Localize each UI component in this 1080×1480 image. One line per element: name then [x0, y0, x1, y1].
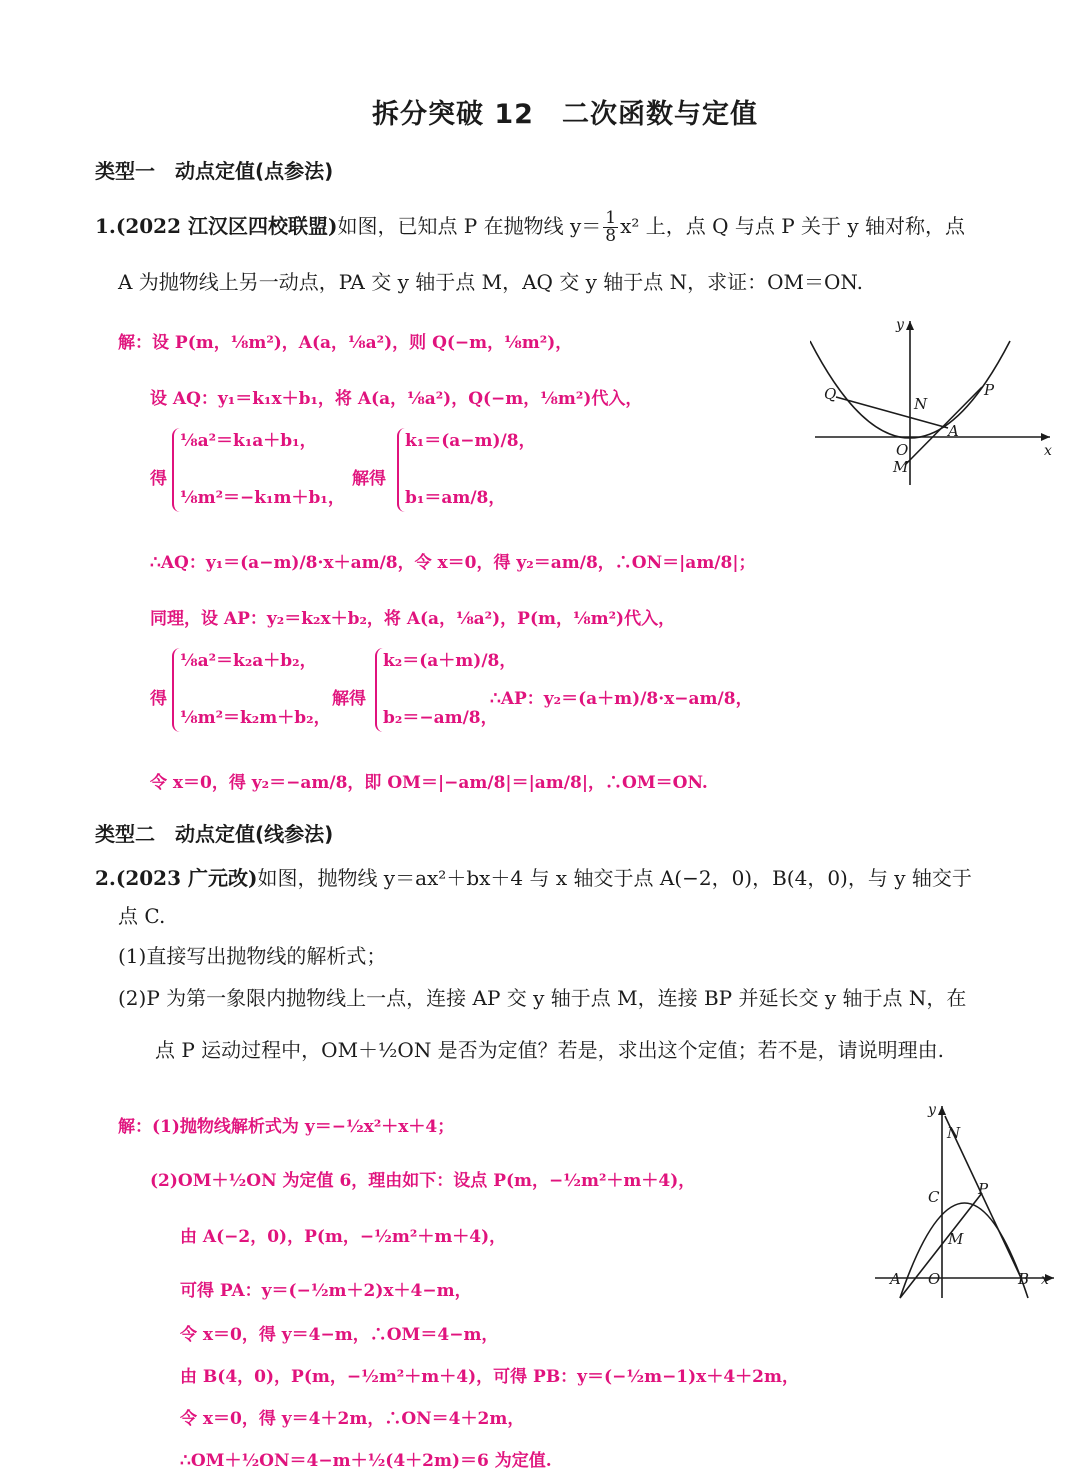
label-x: x: [1041, 1272, 1049, 1288]
brace: [172, 428, 345, 512]
label-c: C: [928, 1188, 940, 1206]
y-axis-arrow-icon: [906, 321, 914, 330]
label-m: M: [948, 1230, 964, 1248]
problem-2-text: 如图，抛物线 y＝ax²＋bx＋4 与 x 轴交于点 A(−2，0)，B(4，0)，与 y 轴交于: [257, 866, 972, 890]
solution-1-system1-prefix: 得: [150, 469, 167, 489]
solution-1-line-5: 令 x＝0，得 y₂＝−am/8，即 OM＝|−am/8|＝|am/8|，∴OM＝ON.: [150, 773, 708, 793]
label-b: B: [1018, 1270, 1030, 1288]
problem-2-source: (2023 广元改): [115, 866, 258, 890]
line-aq: [836, 397, 948, 428]
label-y: y: [928, 1102, 936, 1118]
y-axis-arrow-icon: [938, 1106, 946, 1115]
label-n: N: [914, 395, 928, 413]
brace: [397, 428, 536, 512]
label-o: O: [896, 441, 909, 459]
problem-2-number: 2.: [95, 866, 116, 890]
solution-1-system2-left: [172, 648, 331, 732]
problem-1-source: (2022 江汉区四校联盟): [115, 214, 338, 238]
solution-1-line-3: ∴AQ：y₁＝(a−m)/8·x＋am/8，令 x＝0，得 y₂＝am/8，∴ON＝|am/8|；: [150, 553, 756, 573]
solution-1-system2-tail: ∴AP：y₂＝(a＋m)/8·x−am/8，: [490, 689, 753, 709]
label-a: A: [948, 422, 959, 440]
equation: b₁＝am/8，: [405, 488, 506, 508]
label-a: A: [890, 1270, 901, 1288]
page-title: 拆分突破 12 二次函数与定值: [372, 99, 758, 130]
solution-2-line-1: 解：(1)抛物线解析式为 y＝−½x²＋x＋4；: [118, 1117, 455, 1137]
equation: ⅛m²＝k₂m＋b₂，: [180, 708, 331, 728]
figure-1-parabola-diagram: [810, 315, 1060, 490]
solution-1-system2-prefix: 得: [150, 689, 167, 709]
equation: ⅛a²＝k₁a＋b₁，: [180, 431, 317, 451]
problem-1-text-b: x² 上，点 Q 与点 P 关于 y 轴对称，点: [620, 214, 966, 238]
solution-1-system2-mid: 解得: [332, 689, 366, 709]
solution-1-system1-right: [397, 428, 536, 512]
problem-2-question-1: (1)直接写出抛物线的解析式；: [118, 944, 387, 968]
solution-1-system1-mid: 解得: [352, 469, 386, 489]
problem-1-line-2: A 为抛物线上另一动点，PA 交 y 轴于点 M，AQ 交 y 轴于点 N，求证：OM＝ON.: [118, 270, 863, 294]
solution-2-line-6: 由 B(4，0)，P(m，−½m²＋m＋4)，可得 PB：y＝(−½m−1)x＋4＋2m，: [180, 1367, 799, 1387]
brace: [172, 648, 331, 732]
problem-1-text-a: 如图，已知点 P 在抛物线 y＝: [337, 214, 602, 238]
equation: b₂＝−am/8，: [383, 708, 498, 728]
solution-1-line-1: 解：设 P(m，⅛m²)，A(a，⅛a²)，则 Q(−m，⅛m²)，: [118, 333, 573, 353]
problem-2-question-2a: (2)P 为第一象限内抛物线上一点，连接 AP 交 y 轴于点 M，连接 BP 并延长交 y 轴于点 N，在: [118, 986, 967, 1010]
solution-1-line-4: 同理，设 AP：y₂＝k₂x＋b₂，将 A(a，⅛a²)，P(m，⅛m²)代入，: [150, 609, 676, 629]
solution-2-line-7: 令 x＝0，得 y＝4＋2m，∴ON＝4＋2m，: [180, 1409, 525, 1429]
equation: k₂＝(a＋m)/8，: [383, 651, 517, 671]
label-o: O: [928, 1270, 941, 1288]
problem-1-number: 1.: [95, 214, 116, 238]
solution-1-line-2: 设 AQ：y₁＝k₁x＋b₁，将 A(a，⅛a²)，Q(−m，⅛m²)代入，: [150, 389, 643, 409]
problem-1-fraction: $\frac{1}{8}$: [605, 208, 617, 246]
label-m: M: [893, 458, 909, 476]
label-x: x: [1044, 443, 1052, 459]
problem-1-line-1: [95, 210, 965, 245]
solution-2-line-5: 令 x＝0，得 y＝4−m，∴OM＝4−m，: [180, 1325, 499, 1345]
label-p: P: [984, 381, 995, 399]
equation: k₁＝(a−m)/8，: [405, 431, 536, 451]
solution-2-line-3: 由 A(−2，0)，P(m，−½m²＋m＋4)，: [180, 1227, 507, 1247]
equation: ⅛m²＝−k₁m＋b₁，: [180, 488, 345, 508]
problem-2-line-1: [95, 862, 972, 891]
solution-2-line-8: ∴OM＋½ON＝4−m＋½(4＋2m)＝6 为定值.: [180, 1451, 552, 1471]
section-heading-type1: 类型一 动点定值(点参法): [95, 159, 334, 183]
solution-2-line-4: 可得 PA：y＝(−½m＋2)x＋4−m，: [180, 1281, 472, 1301]
label-q: Q: [824, 385, 837, 403]
x-axis-arrow-icon: [1041, 433, 1050, 441]
solution-2-line-2: (2)OM＋½ON 为定值 6，理由如下：设点 P(m，−½m²＋m＋4)，: [150, 1171, 696, 1191]
problem-2-line-2: 点 C.: [118, 904, 166, 928]
problem-2-question-2b: 点 P 运动过程中，OM＋½ON 是否为定值？若是，求出这个定值；若不是，请说明理由.: [155, 1038, 945, 1062]
line-ap: [900, 1193, 982, 1298]
solution-1-system1-left: [172, 428, 345, 512]
label-p: P: [978, 1180, 989, 1198]
section-heading-type2: 类型二 动点定值(线参法): [95, 822, 334, 846]
label-n: N: [947, 1124, 961, 1142]
equation: ⅛a²＝k₂a＋b₂，: [180, 651, 317, 671]
figure-2-parabola-diagram: [870, 1098, 1060, 1303]
label-y: y: [896, 317, 904, 333]
